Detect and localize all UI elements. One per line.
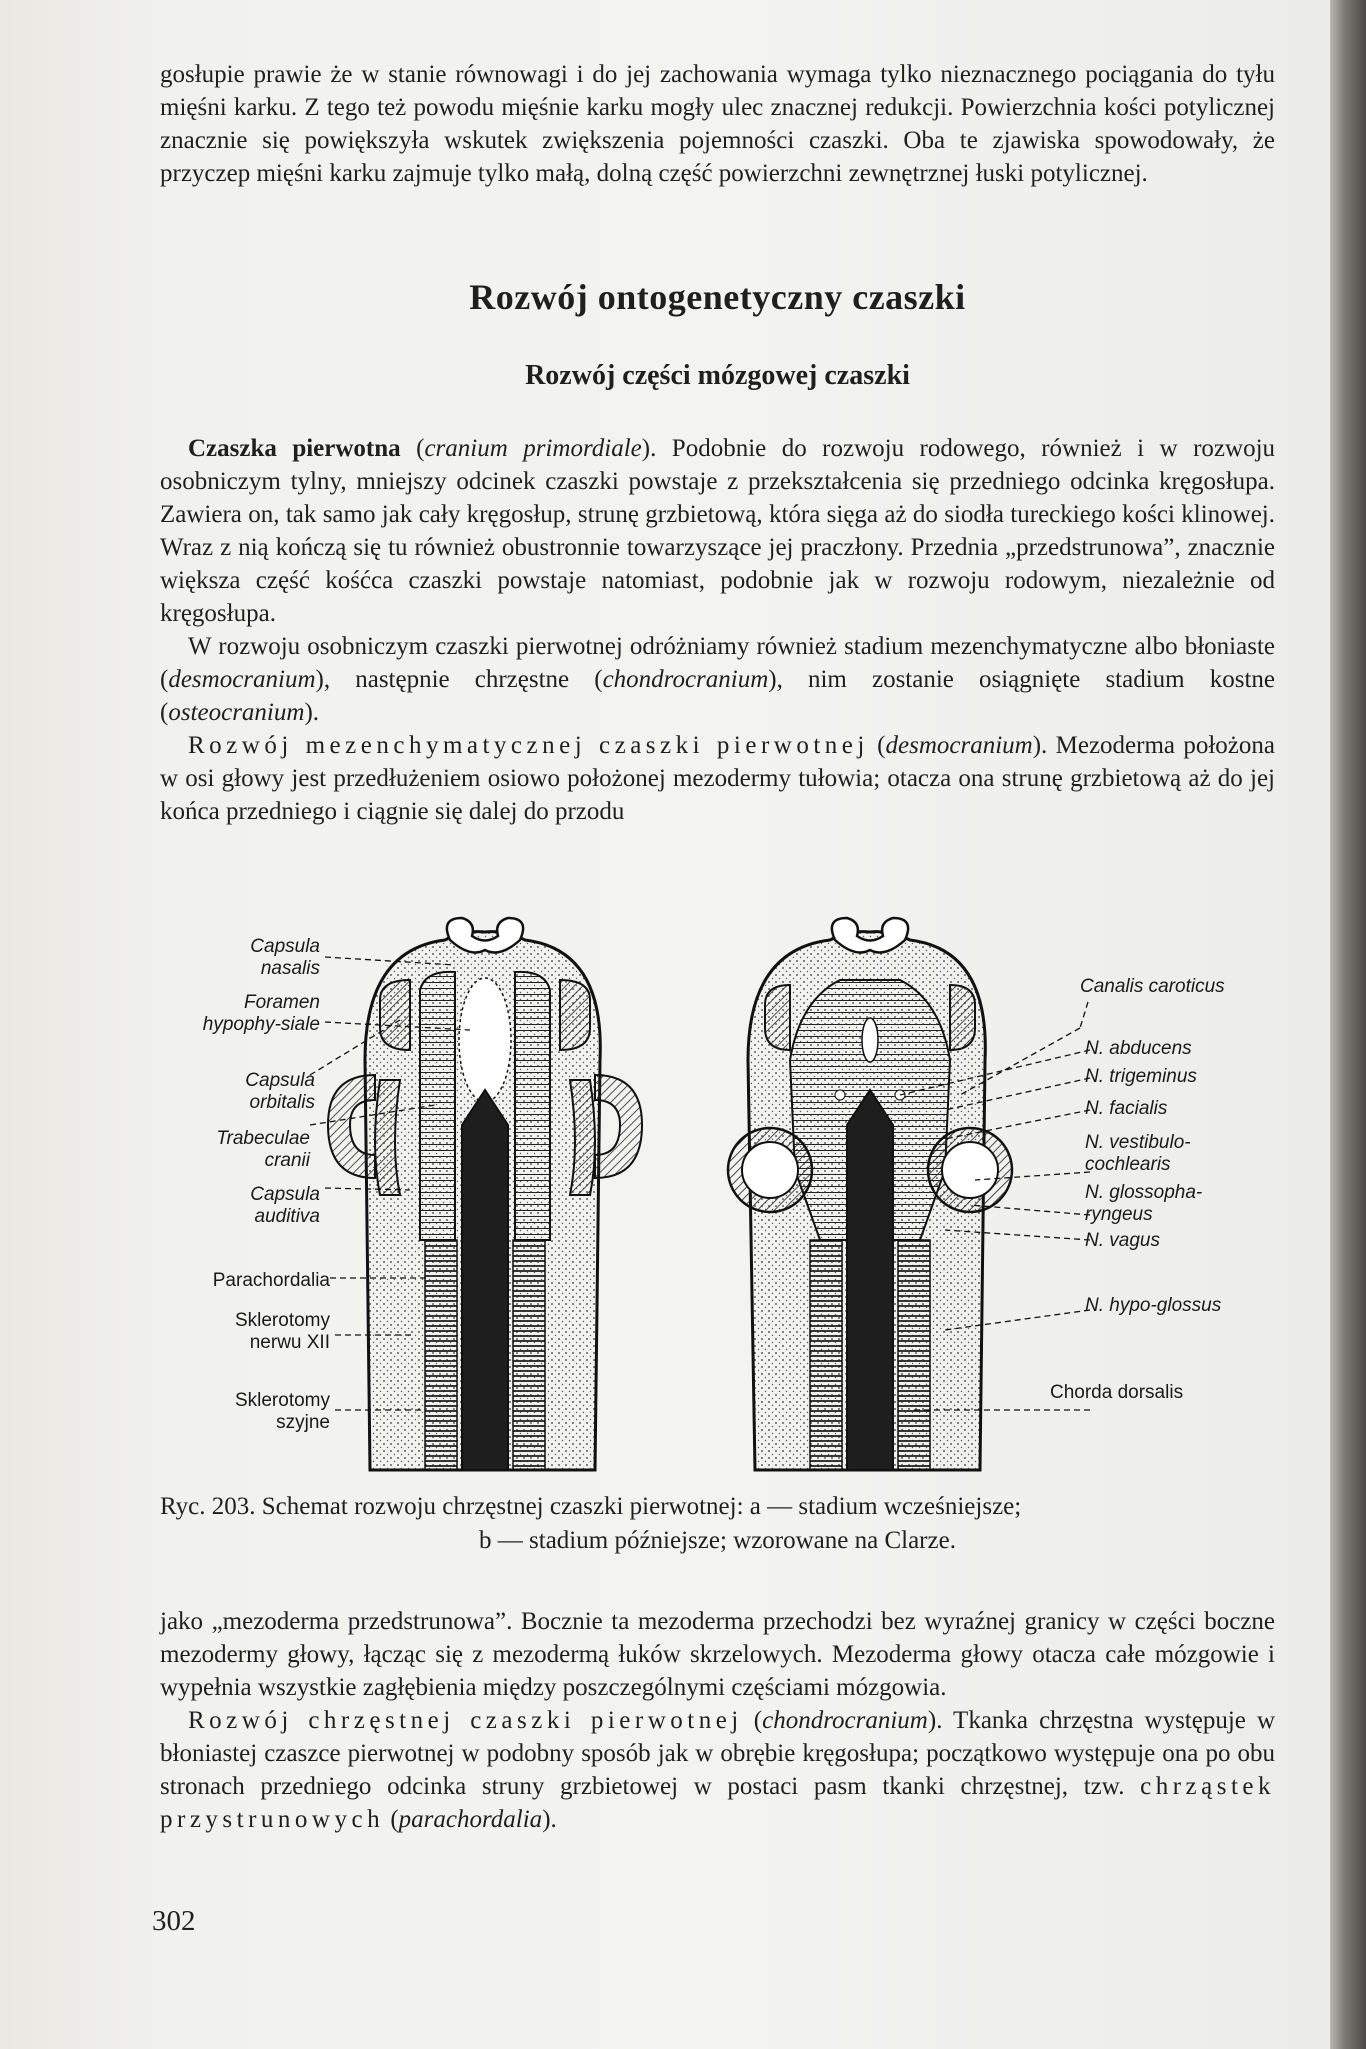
paragraph-mezoderma: jako „mezoderma przedstrunowa”. Bocznie ta mezoderma przechodzi bez wyraźnej granicy w części boczne mezodermy głowy, łącząc się z mezodermą łuków skrzelowych. Mezoderma głowy otacza całe mózgowie i wypełnia wszystkie zagłębienia między poszczególnymi częściami mózgowia. <box>160 1608 1275 1701</box>
paragraph-desmocranium: Rozwój mezenchymatycznej czaszki pierwotnej (desmocranium). Mezoderma położona w osi głowy jest przedłużeniem osiowo położonej mezodermy tułowia; otacza ona strunę grzbietową aż do jej końca przedniego i ciągnie się dalej do przodu <box>160 732 1275 825</box>
main-text-lower <box>160 1605 1275 1836</box>
top-paragraph-text: gosłupie prawie że w stanie równowagi i do jej zachowania wymaga tylko nieznacznego pociągania do tyłu mięśni karku. Z tego też powodu mięśnie karku mogły ulec znacznej redukcji. Powierzchnia kości potylicznej znacznie się powiększyła wskutek zwiększenia pojemności czaszki. Oba te zjawiska spowodowały, że przyczep mięśni karku zajmuje tylko małą, dolną część powierzchni zewnętrznej łuski potylicznej. <box>160 61 1275 187</box>
book-edge <box>1330 0 1366 2049</box>
label-n-abducens: N. abducens <box>1085 1038 1192 1059</box>
label-canalis-caroticus: Canalis caroticus <box>1080 976 1225 997</box>
chapter-heading: Rozwój ontogenetyczny czaszki <box>469 277 966 317</box>
label-parachordalia: Parachordalia <box>212 1270 330 1291</box>
label-n-hypoglossus: N. hypo-glossus <box>1085 1295 1222 1316</box>
caption-line-1: Ryc. 203. Schemat rozwoju chrzęstnej czaszki pierwotnej: a — stadium wcześniejsze; <box>160 1493 1022 1520</box>
stage-b-diagram <box>728 918 1012 1470</box>
term-latin: cranium primordiale <box>424 435 642 462</box>
label-n-vestibulocochlearis: N. vestibulo-cochlearis <box>1085 1132 1191 1175</box>
top-paragraph <box>160 58 1275 190</box>
label-n-facialis: N. facialis <box>1085 1098 1168 1119</box>
caption-line-2: b — stadium późniejsze; wzorowane na Clarze. <box>479 1527 956 1554</box>
spaced-term: Rozwój mezenchymatycznej czaszki pierwotnej <box>188 732 869 759</box>
label-capsula-nasalis: Capsula nasalis <box>250 936 320 979</box>
figure-203 <box>200 910 1250 1480</box>
label-chorda-dorsalis: Chorda dorsalis <box>1050 1382 1184 1403</box>
main-text-upper <box>160 432 1275 828</box>
figure-caption <box>160 1490 1275 1558</box>
label-trabeculae-cranii: Trabeculae cranii <box>216 1128 310 1171</box>
paragraph-chondrocranium: Rozwój chrzęstnej czaszki pierwotnej (chondrocranium). Tkanka chrzęstna występuje w błoniastej czaszce pierwotnej w podobny sposób jak w obrębie kręgosłupa; początkowo występuje ona po obu stronach przedniego odcinka struny grzbietowej w postaci pasm tkanki chrzęstnej, tzw. chrząstek przystrunowych (parachordalia). <box>160 1707 1275 1833</box>
label-foramen-hypophysiale: Foramen hypophy-siale <box>202 992 320 1035</box>
label-n-glossopharyngeus: N. glossopha-ryngeus <box>1085 1182 1203 1225</box>
term-bold: Czaszka pierwotna <box>188 435 401 462</box>
page-number: 302 <box>152 1905 196 1937</box>
label-n-trigeminus: N. trigeminus <box>1085 1066 1197 1087</box>
label-capsula-orbitalis: Capsula orbitalis <box>245 1070 315 1113</box>
label-n-vagus: N. vagus <box>1085 1230 1160 1251</box>
stage-a-diagram <box>328 918 642 1470</box>
paragraph-cranium-primordiale: Czaszka pierwotna (cranium primordiale). Podobnie do rozwoju rodowego, również i w rozwoju osobniczym tylny, mniejszy odcinek czaszki powstaje z przekształcenia się przedniego odcinka kręgosłupa. Zawiera on, tak samo jak cały kręgosłup, strunę grzbietową, która sięga aż do siodła tureckiego kości klinowej. Wraz z nią kończą się tu również obustronnie towarzyszące jej praczłony. Przednia „przedstrunowa”, znacznie większa część kośćca czaszki powstaje natomiast, podobnie jak w rozwoju rodowym, niezależnie od kręgosłupa. <box>160 435 1276 627</box>
label-sklerotomy-nerwu-xii: Sklerotomy nerwu XII <box>234 1310 330 1353</box>
paragraph-stages: W rozwoju osobniczym czaszki pierwotnej odróżniamy również stadium mezenchymatyczne albo błoniaste (desmocranium), następnie chrzęstne (chondrocranium), nim zostanie osiągnięte stadium kostne (osteocranium). <box>160 633 1275 726</box>
label-sklerotomy-szyjne: Sklerotomy szyjne <box>234 1390 330 1433</box>
label-capsula-auditiva: Capsula auditiva <box>250 1184 320 1227</box>
section-heading: Rozwój części mózgowej czaszki <box>525 360 910 391</box>
